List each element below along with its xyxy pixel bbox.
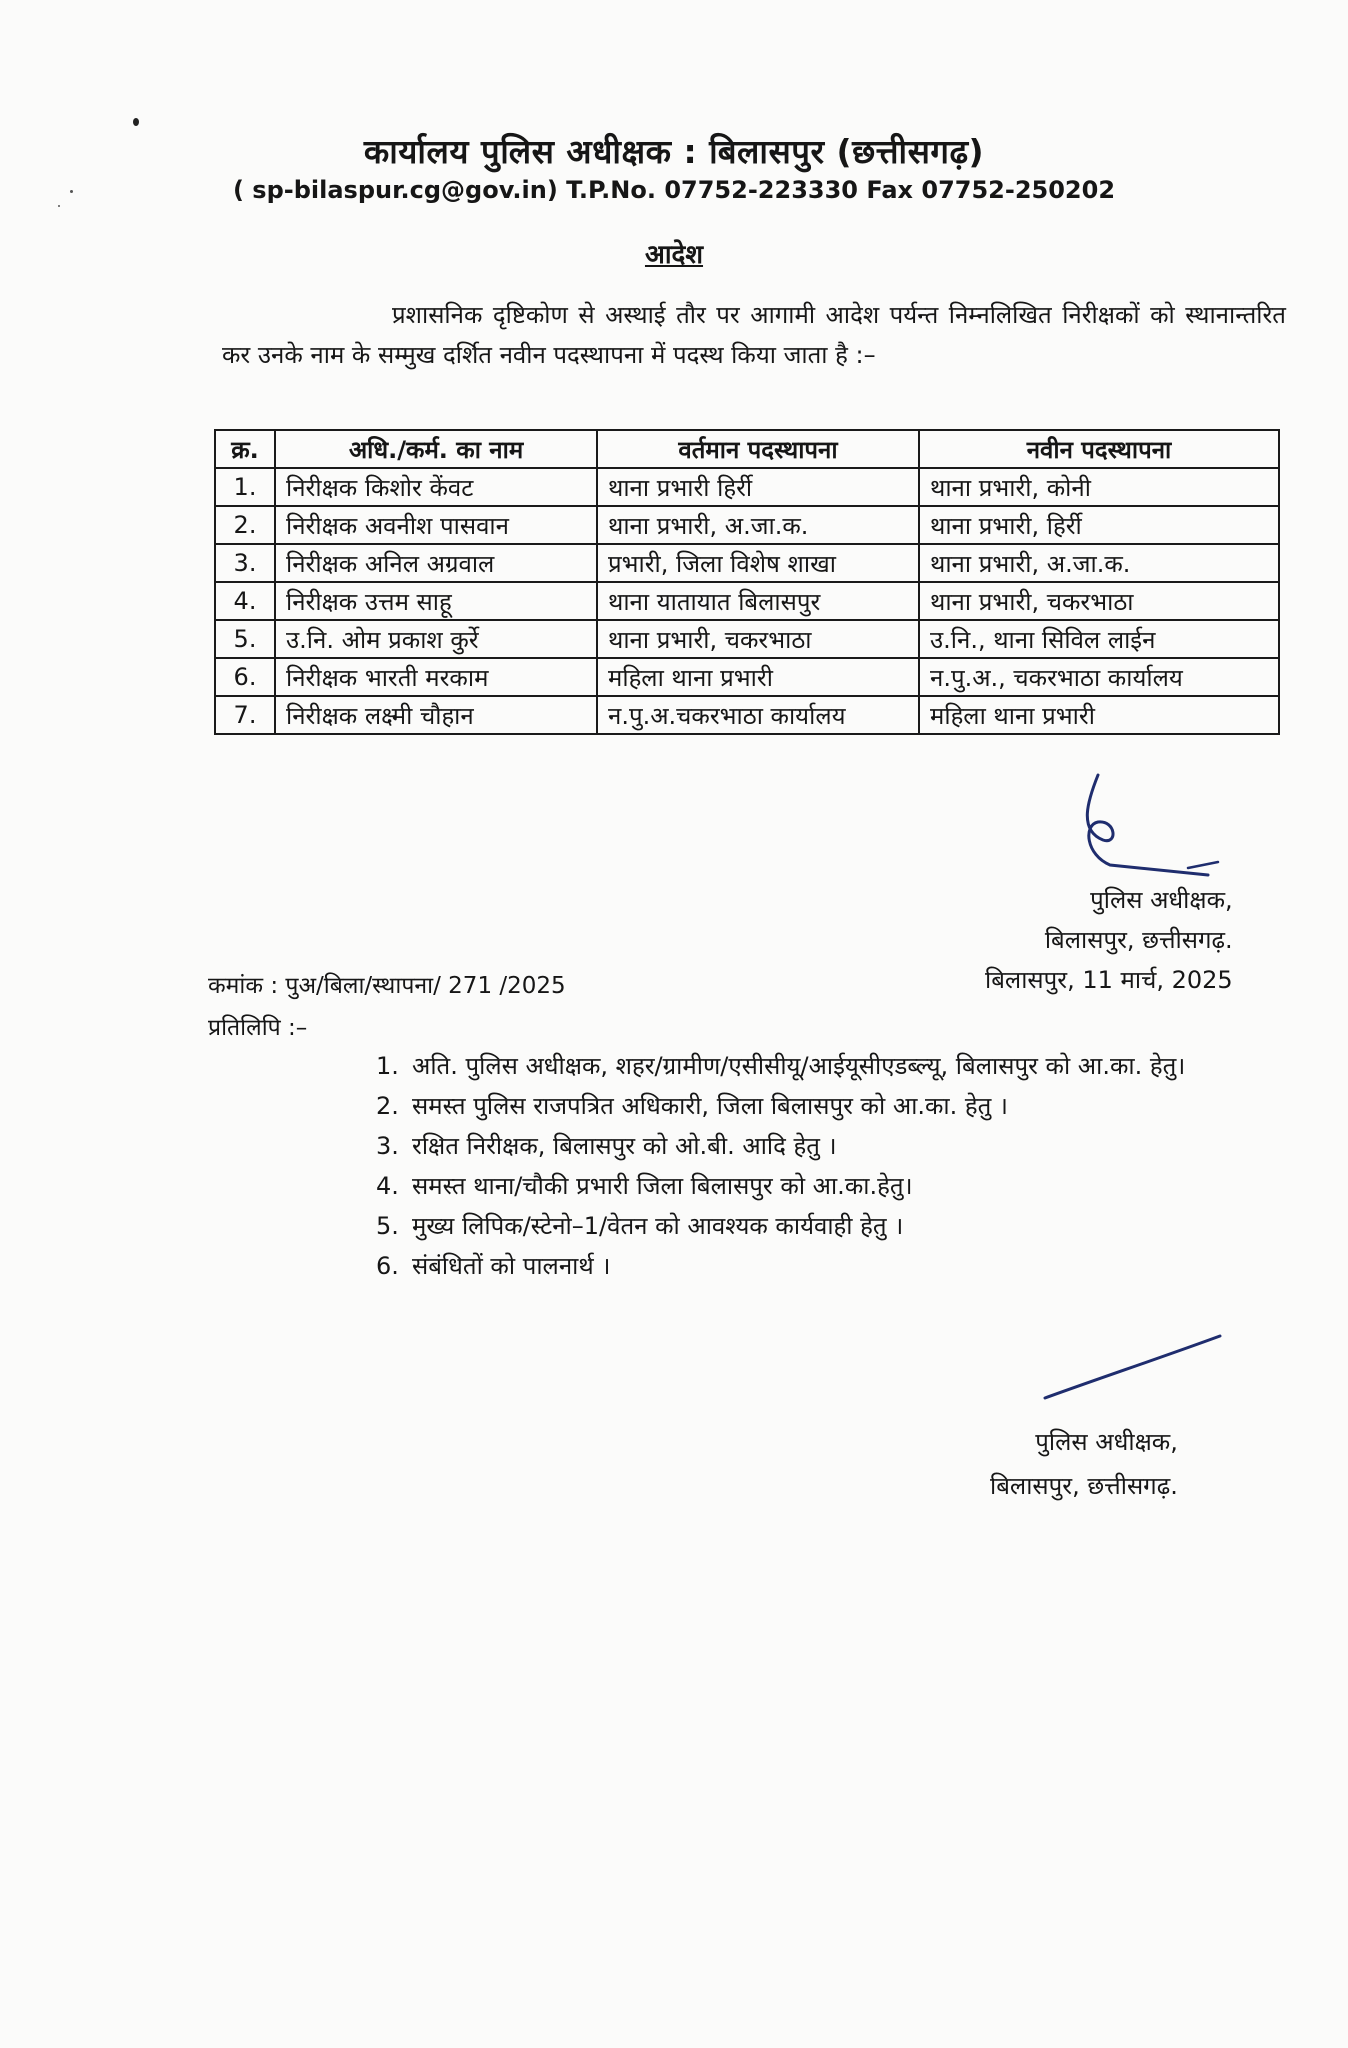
contact-line: ( sp-bilaspur.cg@gov.in) T.P.No. 07752-223330 Fax 07752-250202 [232,176,1116,204]
list-item-text: मुख्य लिपिक/स्टेनो–1/वेतन को आवश्यक कार्यवाही हेतु । [412,1212,904,1240]
cell-new-posting: उ.नि., थाना सिविल लाईन [919,620,1279,658]
list-item-text: अति. पुलिस अधीक्षक, शहर/ग्रामीण/एसीसीयू/आईयूसीएडब्ल्यू, बिलासपुर को आ.का. हेतु। [412,1052,1186,1080]
signatory-place: बिलासपुर, छत्तीसगढ़. [990,1472,1178,1500]
cell-serial: 6. [215,658,275,696]
signatory-designation: पुलिस अधीक्षक, [1035,1428,1178,1456]
cell-new-posting: न.पु.अ., चकरभाठा कार्यालय [919,658,1279,696]
list-item-number: 3. [376,1132,399,1160]
copy-label: प्रतिलिपि :– [208,1015,308,1041]
list-item-number: 2. [376,1092,399,1120]
signature-block-1 [985,880,1233,1000]
list-item-text: समस्त थाना/चौकी प्रभारी जिला बिलासपुर को आ.का.हेतु। [412,1172,913,1200]
cell-new-posting: थाना प्रभारी, हिर्री [919,506,1279,544]
table-row [215,468,1279,506]
reference-number: कमांक : पुअ/बिला/स्थापना/ 271 /2025 [208,973,566,999]
cell-current-posting: थाना यातायात बिलासपुर [597,582,919,620]
list-item [376,1166,1276,1206]
order-heading: आदेश [644,240,704,270]
cell-current-posting: थाना प्रभारी, चकरभाठा [597,620,919,658]
cell-new-posting: महिला थाना प्रभारी [919,696,1279,734]
list-item-text: समस्त पुलिस राजपत्रित अधिकारी, जिला बिलासपुर को आ.का. हेतु । [412,1092,1009,1120]
signatory-designation: पुलिस अधीक्षक, [1090,886,1233,914]
table-row [215,696,1279,734]
header-current-posting: वर्तमान पदस्थापना [597,430,919,468]
office-title: कार्यालय पुलिस अधीक्षक : बिलासपुर (छत्तीसगढ़) [363,132,985,171]
cell-name: निरीक्षक लक्ष्मी चौहान [275,696,597,734]
list-item [376,1206,1276,1246]
list-item-number: 5. [376,1212,399,1240]
cell-new-posting: थाना प्रभारी, कोनी [919,468,1279,506]
transfer-table [214,429,1280,735]
cell-serial: 3. [215,544,275,582]
cell-name: निरीक्षक किशोर केंवट [275,468,597,506]
signature-block-2 [990,1420,1178,1508]
cell-serial: 4. [215,582,275,620]
list-item [376,1086,1276,1126]
signature-2 [1040,1328,1240,1408]
cell-current-posting: प्रभारी, जिला विशेष शाखा [597,544,919,582]
order-intro [222,295,1286,375]
list-item-number: 4. [376,1172,399,1200]
signatory-place: बिलासपुर, छत्तीसगढ़. [1044,926,1233,954]
cell-name: निरीक्षक भारती मरकाम [275,658,597,696]
list-item-text: संबंधितों को पालनार्थ । [412,1252,611,1280]
cell-current-posting: न.पु.अ.चकरभाठा कार्यालय [597,696,919,734]
cell-new-posting: थाना प्रभारी, चकरभाठा [919,582,1279,620]
order-date: बिलासपुर, 11 मार्च, 2025 [985,966,1233,994]
table-row [215,506,1279,544]
cell-name: निरीक्षक उत्तम साहू [275,582,597,620]
speck [58,205,60,207]
list-item-text: रक्षित निरीक्षक, बिलासपुर को ओ.बी. आदि हेतु । [412,1132,837,1160]
cell-name: निरीक्षक अवनीश पासवान [275,506,597,544]
list-item [376,1126,1276,1166]
copy-list [376,1046,1276,1286]
cell-serial: 1. [215,468,275,506]
list-item-number: 6. [376,1252,399,1280]
table-row [215,544,1279,582]
list-item [376,1046,1276,1086]
table-row [215,582,1279,620]
cell-current-posting: थाना प्रभारी हिर्री [597,468,919,506]
header-name: अधि./कर्म. का नाम [275,430,597,468]
list-item-number: 1. [376,1052,399,1080]
cell-name: निरीक्षक अनिल अग्रवाल [275,544,597,582]
table-row [215,620,1279,658]
header-serial: क्र. [215,430,275,468]
table-row [215,658,1279,696]
ink-dot [133,118,139,126]
list-item [376,1246,1276,1286]
header-new-posting: नवीन पदस्थापना [919,430,1279,468]
cell-new-posting: थाना प्रभारी, अ.जा.क. [919,544,1279,582]
cell-serial: 7. [215,696,275,734]
cell-current-posting: महिला थाना प्रभारी [597,658,919,696]
cell-serial: 5. [215,620,275,658]
cell-serial: 2. [215,506,275,544]
cell-name: उ.नि. ओम प्रकाश कुर्रे [275,620,597,658]
table-header-row [215,430,1279,468]
cell-current-posting: थाना प्रभारी, अ.जा.क. [597,506,919,544]
order-intro-text: प्रशासनिक दृष्टिकोण से अस्थाई तौर पर आगामी आदेश पर्यन्त निम्नलिखित निरीक्षकों को स्थानान्तरित कर उनके नाम के सम्मुख दर्शित नवीन पदस्थापना में पदस्थ किया जाता है :– [222,301,1286,369]
